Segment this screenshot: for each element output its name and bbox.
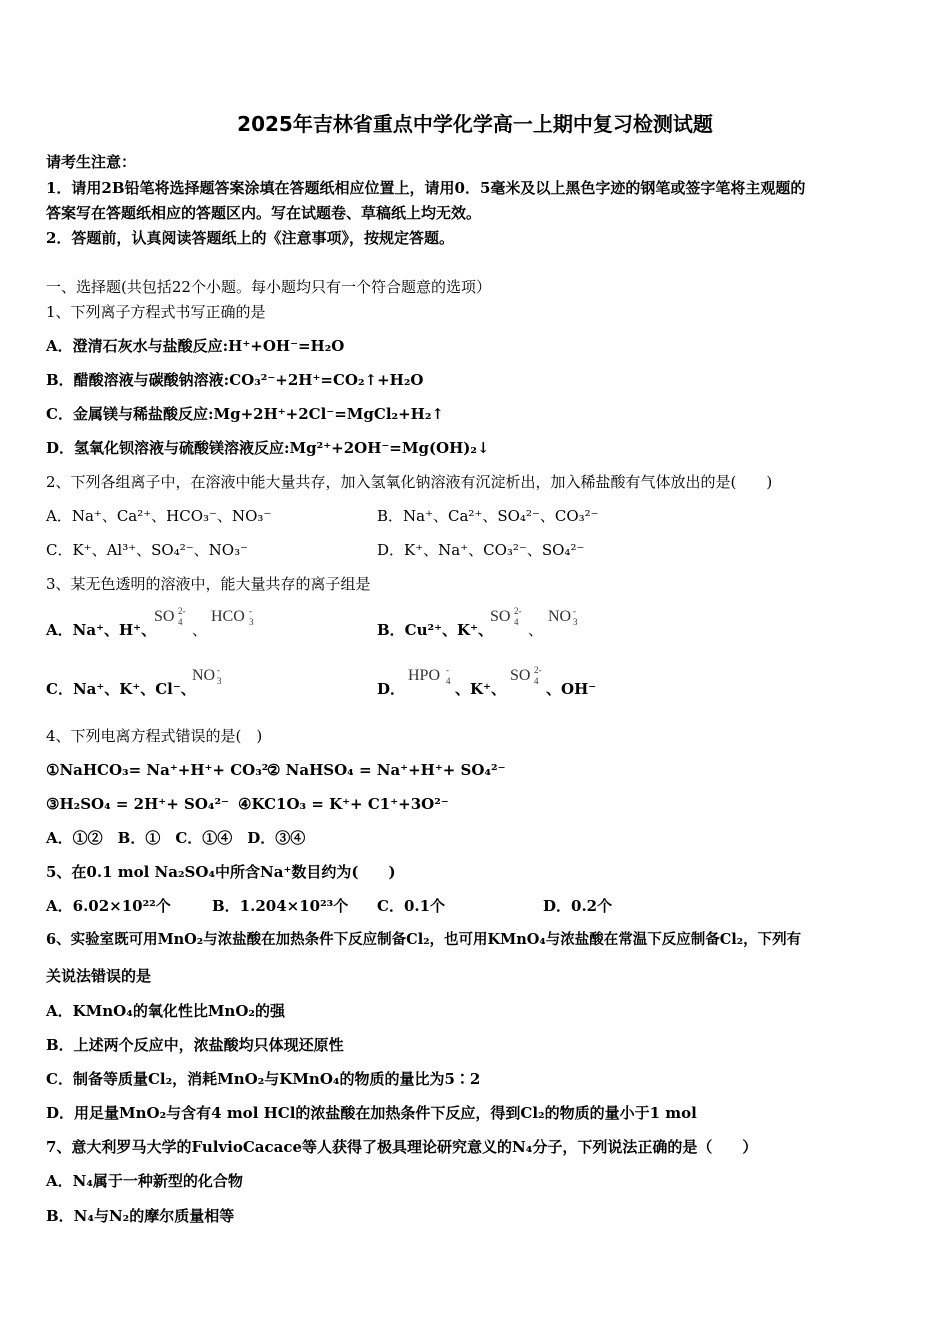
q2-option-c: C．K⁺、Al³⁺、SO₄²⁻、NO₃⁻	[46, 541, 249, 559]
q5-option-d: D．0.2个	[543, 897, 613, 915]
q3-option-a-label: A．Na⁺、H⁺、	[46, 621, 157, 639]
ion-subscript: 3	[217, 676, 222, 686]
q5-option-b: B．1.204×10²³个	[212, 897, 349, 915]
ion-subscript: 4	[534, 676, 539, 686]
ion-base: SO	[154, 608, 175, 625]
q3-ion-so4	[154, 606, 186, 627]
q5-option-a: A．6.02×10²²个	[46, 897, 171, 915]
ion-base: SO	[490, 608, 511, 625]
ion-base: HCO	[211, 608, 245, 625]
q3-ion-no3	[192, 665, 222, 686]
q2-option-d: D．K⁺、Na⁺、CO₃²⁻、SO₄²⁻	[377, 541, 585, 559]
q6-option-b: B．上述两个反应中，浓盐酸均只体现还原性	[46, 1036, 344, 1054]
q4-options: A．①② B．① C．①④ D．③④	[46, 829, 306, 847]
section-heading: 一、选择题(共包括22个小题。每小题均只有一个符合题意的选项）	[46, 278, 491, 296]
ion-subscript: 4	[446, 676, 451, 686]
q3-ion-hco3	[211, 606, 254, 627]
ion-subscript: 3	[249, 617, 254, 627]
q3-option-d-end: 、OH⁻	[546, 680, 597, 698]
ion-charge: -	[249, 606, 252, 616]
ion-charge: -	[217, 665, 220, 675]
notice-heading: 请考生注意：	[46, 153, 137, 171]
q7-option-b: B．N₄与N₂的摩尔质量相等	[46, 1207, 235, 1225]
q1-option-d: D．氢氧化钡溶液与硫酸镁溶液反应:Mg²⁺+2OH⁻=Mg(OH)₂↓	[46, 439, 490, 457]
q3-ion-no3	[548, 606, 578, 627]
q6-stem-line1: 6、实验室既可用MnO₂与浓盐酸在加热条件下反应制备Cl₂，也可用KMnO₄与浓盐酸在常温下反应制备Cl₂，下列有	[46, 931, 802, 948]
q3-sep: 、	[192, 621, 208, 639]
q1-option-c: C．金属镁与稀盐酸反应:Mg+2H⁺+2Cl⁻=MgCl₂+H₂↑	[46, 405, 444, 423]
q3-option-c-label: C．Na⁺、K⁺、Cl⁻、	[46, 680, 196, 698]
q3-ion-so4	[510, 665, 542, 686]
q4-eq-4: ④KC1O₃ = K⁺+ C1⁺+3O²⁻	[238, 795, 449, 813]
ion-base: NO	[192, 667, 216, 684]
q3-sep: 、	[528, 621, 544, 639]
q6-option-d: D．用足量MnO₂与含有4 mol HCl的浓盐酸在加热条件下反应，得到Cl₂的物质的量小于1 mol	[46, 1104, 697, 1122]
q1-stem: 1、下列离子方程式书写正确的是	[46, 303, 266, 321]
notice-item-1a: 1．请用2B铅笔将选择题答案涂填在答题纸相应位置上，请用0．5毫米及以上黑色字迹的钢笔或签字笔将主观题的	[46, 179, 806, 197]
ion-charge: 2-	[178, 606, 186, 616]
q1-option-b: B．醋酸溶液与碳酸钠溶液:CO₃²⁻+2H⁺=CO₂↑+H₂O	[46, 371, 424, 389]
ion-charge: 2-	[514, 606, 522, 616]
ion-charge: 2-	[534, 665, 542, 675]
q3-ion-hpo4	[408, 665, 451, 686]
q4-eq-1: ①NaHCO₃= Na⁺+H⁺+ CO₃²⁻	[46, 761, 277, 779]
q3-ion-so4	[490, 606, 522, 627]
q2-option-a: A．Na⁺、Ca²⁺、HCO₃⁻、NO₃⁻	[46, 507, 272, 525]
ion-subscript: 3	[573, 617, 578, 627]
ion-charge: -	[573, 606, 576, 616]
q4-eq-2: ② NaHSO₄ = Na⁺+H⁺+ SO₄²⁻	[267, 761, 506, 779]
q7-stem: 7、意大利罗马大学的FulvioCacace等人获得了极具理论研究意义的N₄分子，下列说法正确的是（ ）	[46, 1138, 758, 1156]
q3-stem: 3、某无色透明的溶液中，能大量共存的离子组是	[46, 575, 371, 593]
q3-option-d-label: D．	[377, 680, 406, 698]
q3-option-b-label: B．Cu²⁺、K⁺、	[377, 621, 493, 639]
q4-stem: 4、下列电离方程式错误的是( )	[46, 727, 263, 745]
ion-subscript: 4	[514, 617, 519, 627]
ion-base: NO	[548, 608, 572, 625]
ion-charge: -	[446, 665, 449, 675]
notice-item-1b: 答案写在答题纸相应的答题区内。写在试题卷、草稿纸上均无效。	[46, 204, 482, 222]
ion-base: HPO	[408, 667, 441, 684]
q3-option-d-mid: 、K⁺、	[455, 680, 506, 698]
q5-stem: 5、在0.1 mol Na₂SO₄中所含Na⁺数目约为( )	[46, 863, 396, 881]
ion-base: SO	[510, 667, 531, 684]
q2-stem: 2、下列各组离子中，在溶液中能大量共存，加入氢氧化钠溶液有沉淀析出，加入稀盐酸有气体放出的是( )	[46, 473, 773, 491]
q6-stem-line2: 关说法错误的是	[46, 967, 152, 985]
q2-option-b: B．Na⁺、Ca²⁺、SO₄²⁻、CO₃²⁻	[377, 507, 599, 525]
q6-option-a: A．KMnO₄的氧化性比MnO₂的强	[46, 1002, 285, 1020]
ion-subscript: 4	[178, 617, 183, 627]
q6-option-c: C．制备等质量Cl₂，消耗MnO₂与KMnO₄的物质的量比为5∶2	[46, 1070, 481, 1088]
notice-item-2: 2．答题前，认真阅读答题纸上的《注意事项》，按规定答题。	[46, 229, 454, 247]
page-title: 2025年吉林省重点中学化学高一上期中复习检测试题	[237, 112, 713, 136]
q5-option-c: C．0.1个	[377, 897, 446, 915]
q7-option-a: A．N₄属于一种新型的化合物	[46, 1172, 243, 1190]
q4-eq-3: ③H₂SO₄ = 2H⁺+ SO₄²⁻	[46, 795, 229, 813]
q1-option-a: A．澄清石灰水与盐酸反应:H⁺+OH⁻=H₂O	[46, 337, 345, 355]
